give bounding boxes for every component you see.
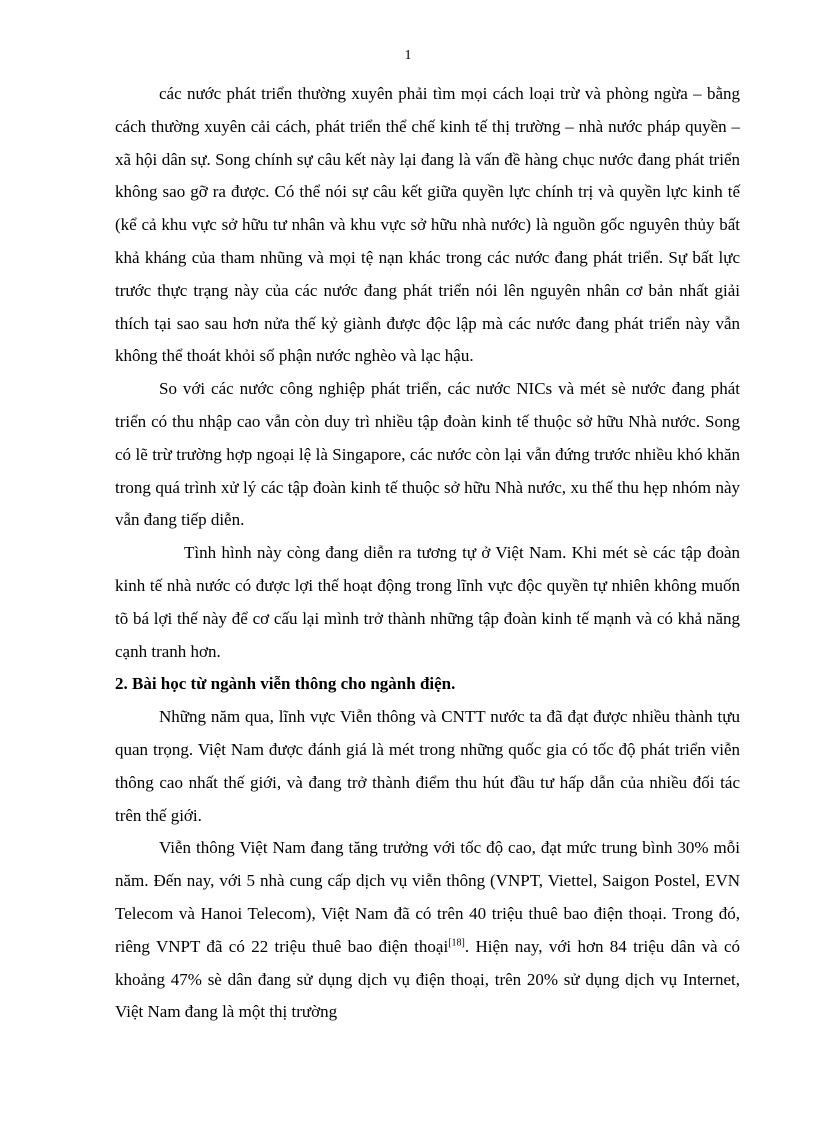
- document-body: [115, 78, 740, 1029]
- telecom-growth-text-end: . Hiện nay, với hơn 84 triệu dân và có khoảng 47% sè dân đang sử dụng dịch vụ điện thoại, trên 20% sử dụng dịch vụ Internet, Việt Nam đang là một thị trường: [115, 936, 740, 1022]
- page-number: 1: [404, 48, 412, 63]
- paragraph-state-groups-comparison: So với các nước công nghiệp phát triển, các nước NICs và mét sè nước đang phát triển có thu nhập cao vẫn còn duy trì nhiều tập đoàn kinh tế thuộc sở hữu Nhà nước. Song có lẽ trừ trường hợp ngoại lệ là Singapore, các nước còn lại vẫn đứng trước nhiều khó khăn trong quá trình xử lý các tập đoàn kinh tế thuộc sở hữu Nhà nước, xu thế thu hẹp nhóm này vẫn đang tiếp diễn.: [115, 379, 740, 530]
- paragraph-telecom-growth: [115, 832, 740, 1029]
- paragraph-telecom-achievements: Những năm qua, lĩnh vực Viễn thông và CNTT nước ta đã đạt được nhiều thành tựu quan trọng. Việt Nam được đánh giá là mét trong những quốc gia có tốc độ phát triển viễn thông cao nhất thế giới, và đang trở thành điểm thu hút đầu tư hấp dẫn của nhiều đối tác trên thế giới.: [115, 707, 740, 825]
- paragraph-vietnam-situation: Tình hình này còng đang diễn ra tương tự ở Việt Nam. Khi mét sè các tập đoàn kinh tế nhà nước có được lợi thế hoạt động trong lĩnh vực độc quyền tự nhiên không muốn tõ bá lợi thế này để cơ cấu lại mình trở thành những tập đoàn kinh tế mạnh và có khả năng cạnh tranh hơn.: [115, 543, 740, 661]
- paragraph-corruption-collusion: các nước phát triển thường xuyên phải tìm mọi cách loại trừ và phòng ngừa – bằng cách thường xuyên cải cách, phát triển thể chế kinh tế thị trường – nhà nước pháp quyền – xã hội dân sự. Song chính sự câu kết này lại đang là vấn đề hàng chục nước đang phát triển không sao gỡ ra được. Có thể nói sự câu kết giữa quyền lực chính trị và quyền lực kinh tế (kể cả khu vực sở hữu tư nhân và khu vực sở hữu nhà nước) là nguồn gốc nguyên thủy bất khả kháng của tham nhũng và mọi tệ nạn khác trong các nước đang phát triển. Sự bất lực trước thực trạng này của các nước đang phát triển nói lên nguyên nhân cơ bản nhất giải thích tại sao sau hơn nửa thế kỷ giành được độc lập mà các nước đang phát triển này vẫn không thể thoát khỏi số phận nước nghèo và lạc hậu.: [115, 84, 740, 366]
- reference-marker: [18]: [448, 937, 465, 949]
- section-heading-telecom-lessons: 2. Bài học từ ngành viễn thông cho ngành điện.: [115, 674, 456, 694]
- telecom-growth-text-start: Viễn thông Việt Nam đang tăng trưởng với tốc độ cao, đạt mức trung bình 30% mỗi năm. Đến nay, với 5 nhà cung cấp dịch vụ viễn thông (VNPT, Viettel, Saigon Postel, EVN Telecom và Hanoi Telecom), Việt Nam đã có trên 40 triệu thuê bao điện thoại. Trong đó, riêng VNPT đã có 22 triệu thuê bao điện thoại: [115, 838, 740, 956]
